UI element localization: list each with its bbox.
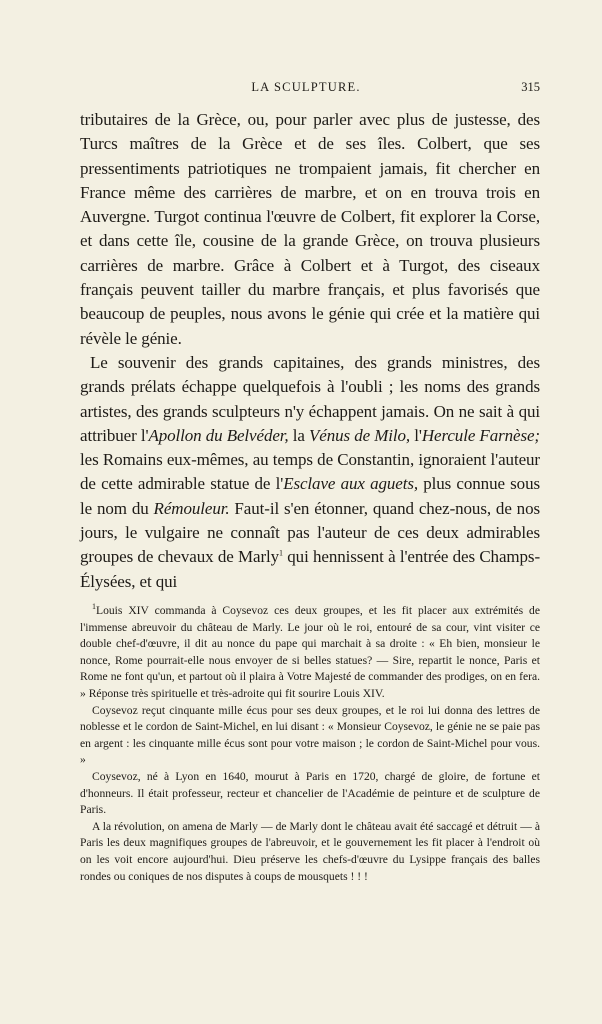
- title-apollon: Apollon du Belvéder,: [148, 425, 289, 445]
- page-number: 315: [521, 80, 540, 94]
- text-run: qui hennissent à l'entrée des Champs-Élysées, et qui: [80, 547, 540, 591]
- footnote-paragraph-4: A la révolution, on amena de Marly — de Marly dont le château avait été saccagé et détruit — à Paris les deux magnifiques groupes de l'abreuvoir, et le gouvernement les fit placer à l'endroit où on les voit encore aujourd'hui. Dieu préserve les chefs-d'œuvre du Lysippe français des balles rondes ou coniques de nos disputes à coups de mousquets ! ! !: [80, 819, 540, 883]
- footnote-reference[interactable]: 1: [279, 548, 283, 558]
- text-run: l': [410, 425, 422, 445]
- text-run: les Romains eux-mêmes, au temps de Constantin, ignoraient l'auteur de cette admirable statue de l': [80, 450, 540, 494]
- paragraph-1: tributaires de la Grèce, ou, pour parler avec plus de justesse, des Turcs maîtres de la Grèce et de ses îles. Colbert, que ses pressentiments patriotiques ne trompaient jamais, fit chercher en France même des carrières de marbre, et on en trouva trois en Auvergne. Turgot continua l'œuvre de Colbert, fit explorer la Corse, et dans cette île, cousine de la grande Grèce, on trouva plusieurs carrières de marbre. Grâce à Colbert et à Turgot, des ciseaux français peuvent tailler du marbre français, et plus favorisés que beaucoup de peuples, nous avons le génie qui crée et la matière qui révèle le génie.: [80, 110, 540, 348]
- running-title: LA SCULPTURE.: [251, 80, 361, 94]
- paragraph-2: [80, 351, 540, 594]
- main-text: [80, 108, 540, 594]
- title-venus: Vénus de Milo,: [308, 425, 411, 445]
- footnote-text: Louis XIV commanda à Coysevoz ces deux groupes, et les fit placer aux extrémités de l'immense abreuvoir du château de Marly. Le jour où le roi, entouré de sa cour, vint visiter ce double chef-d'œuvre, il dit au nonce du pape qui marchait à sa droite : « Eh bien, monsieur le nonce, Rome pourrait-elle nous envoyer de si belles statues? — Sire, repartit le nonce, Paris et Rome ne font qu'un, et partout où il plaira à Votre Majesté de commander des prodiges, on en fera. » Réponse très spirituelle et très-adroite qui fit sourire Louis XIV.: [80, 604, 540, 700]
- title-esclave: Esclave aux aguets,: [283, 474, 419, 494]
- text-run: plus connue sous le nom du: [80, 474, 540, 518]
- title-remouleur: Rémouleur.: [153, 498, 230, 518]
- footnotes: [80, 603, 540, 885]
- title-hercule: Hercule Farnèse;: [421, 425, 540, 445]
- footnote-paragraph-3: Coysevoz, né à Lyon en 1640, mourut à Paris en 1720, chargé de gloire, de fortune et d'honneurs. Il était professeur, recteur et chancelier de l'Académie de peinture et de sculpture de Paris.: [80, 769, 540, 817]
- footnote-1: [80, 603, 540, 703]
- page-header: [72, 80, 540, 100]
- footnote-paragraph-2: Coysevoz reçut cinquante mille écus pour ses deux groupes, et le roi lui donna des lettres de noblesse et le cordon de Saint-Michel, en lui disant : « Monsieur Coysevoz, le génie ne se paie pas en argent : les cinquante mille écus sont pour votre maison ; le cordon de Saint-Michel pour vous. »: [80, 703, 540, 767]
- text-run: Le souvenir des grands capitaines, des grands ministres, des grands prélats échappe quelquefois à l'oubli ; les noms des grands artistes, des grands sculpteurs n'y échappent jamais. On ne sait à qui attribuer l': [80, 352, 540, 445]
- text-run: la: [288, 425, 309, 445]
- text-run: Faut-il s'en étonner, quand chez-nous, de nos jours, le vulgaire ne connaît pas l'auteur de ces deux admirables groupes de chevaux de Marly: [80, 498, 540, 567]
- footnote-marker: 1: [92, 602, 96, 612]
